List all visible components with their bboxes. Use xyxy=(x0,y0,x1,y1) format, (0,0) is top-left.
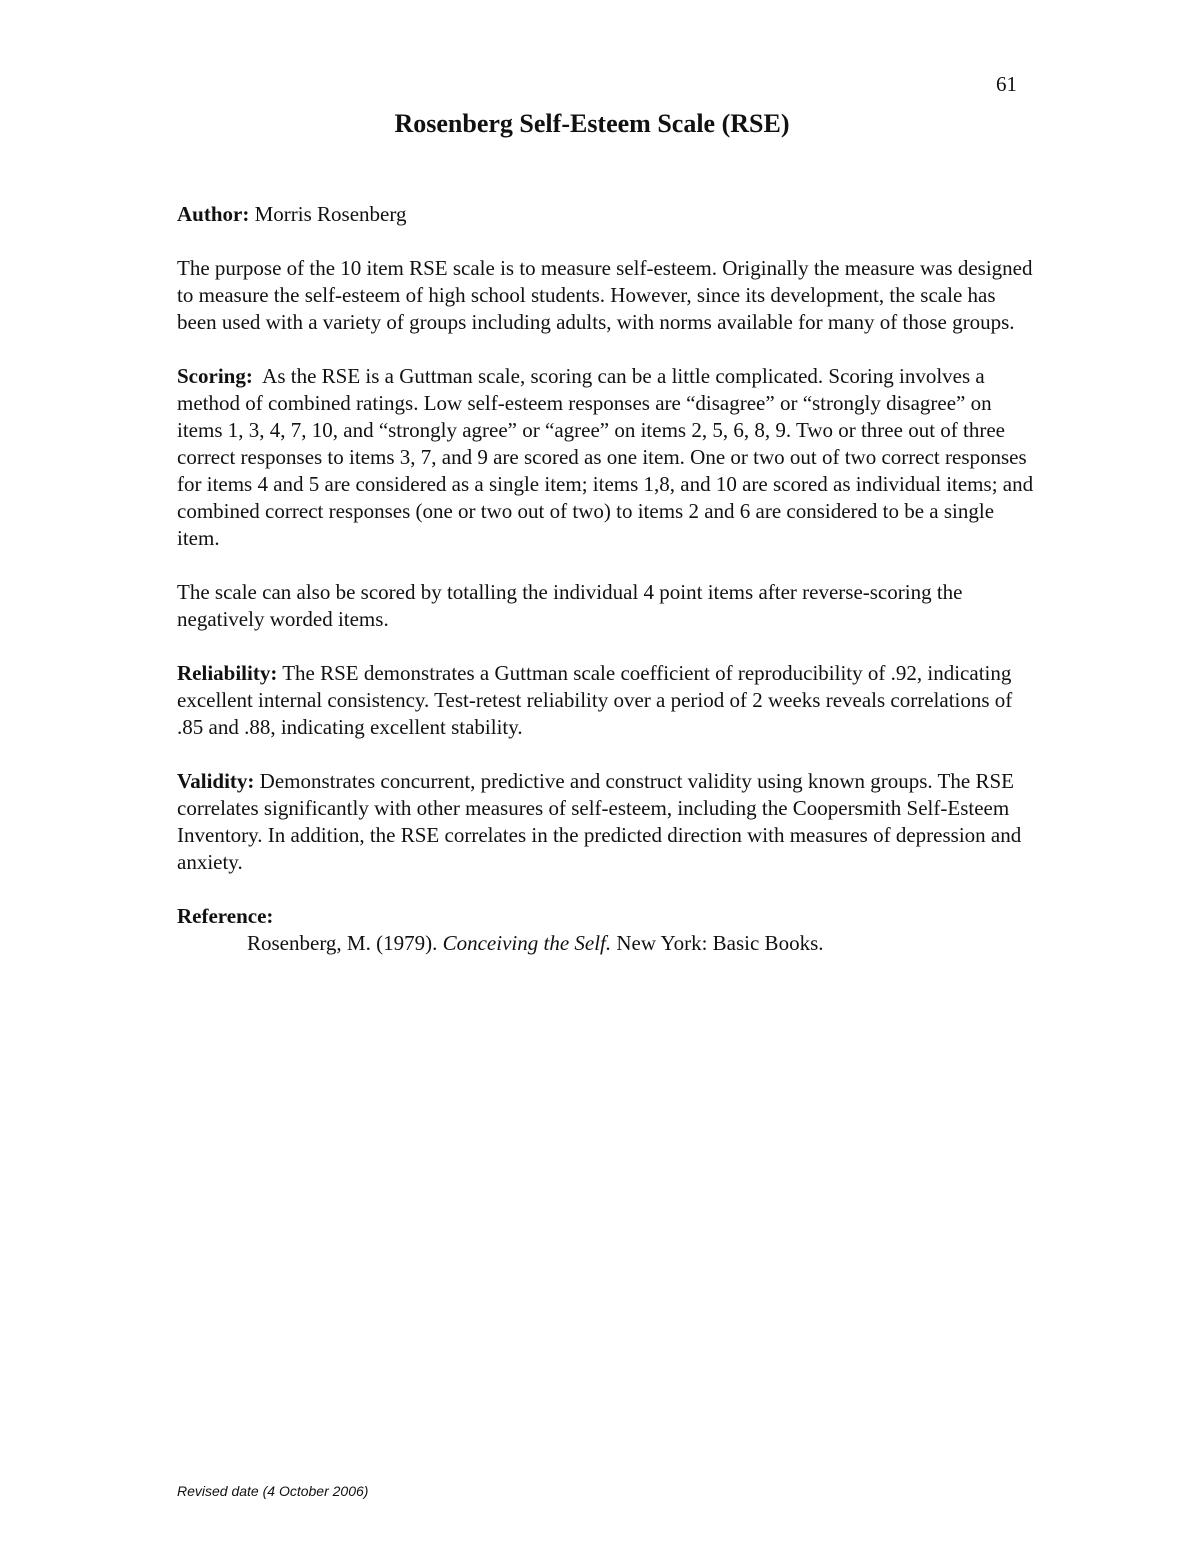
reference-heading: Reference: xyxy=(177,904,274,928)
document-body xyxy=(177,201,1037,957)
scoring-text: As the RSE is a Guttman scale, scoring can be a little complicated. Scoring involves a method of combined ratings. Low self-esteem responses are “disagree” or “strongly disagree” on items 1, 3, 4, 7, 10, and “strongly agree” or “agree” on items 2, 5, 6, 8, 9. Two or three out of three correct responses to items 3, 7, and 9 are scored as one item. One or two out of two correct responses for items 4 and 5 are considered as a single item; items 1,8, and 10 are scored as individual items; and combined correct responses (one or two out of two) to items 2 and 6 are considered to be a single item. xyxy=(177,364,1034,550)
reference-book-title: Conceiving the Self. xyxy=(442,931,612,955)
alt-scoring-paragraph: The scale can also be scored by totalling the individual 4 point items after reverse-scoring the negatively worded items. xyxy=(177,580,963,631)
reliability-label: Reliability: xyxy=(177,661,278,685)
validity-text: Demonstrates concurrent, predictive and construct validity using known groups. The RSE correlates significantly with other measures of self-esteem, including the Coopersmith Self-Esteem Inventory. In addition, the RSE correlates in the predicted direction with measures of depression and anxiety. xyxy=(177,769,1022,874)
reliability-text: The RSE demonstrates a Guttman scale coefficient of reproducibility of .92, indicating excellent internal consistency. Test-retest reliability over a period of 2 weeks reveals correlations of .85 and .88, indicating excellent stability. xyxy=(177,661,1013,739)
validity-paragraph xyxy=(177,768,1037,876)
reliability-paragraph xyxy=(177,660,1037,741)
purpose-paragraph: The purpose of the 10 item RSE scale is to measure self-esteem. Originally the measure was designed to measure the self-esteem of high school students. However, since its development, the scale has been used with a variety of groups including adults, with norms available for many of those groups. xyxy=(177,256,1033,334)
reference-author-year: Rosenberg, M. (1979). xyxy=(247,931,438,955)
author-paragraph xyxy=(177,201,1037,228)
scoring-paragraph xyxy=(177,363,1037,552)
revised-date-footer: Revised date (4 October 2006) xyxy=(177,1483,369,1499)
validity-label: Validity: xyxy=(177,769,255,793)
reference-entry xyxy=(177,930,1037,957)
page-number: 61 xyxy=(996,72,1017,96)
author-name: Morris Rosenberg xyxy=(254,202,407,226)
scoring-label: Scoring: xyxy=(177,364,253,388)
reference-publisher: New York: Basic Books. xyxy=(616,931,824,955)
page-title: Rosenberg Self-Esteem Scale (RSE) xyxy=(394,109,790,138)
author-label: Author: xyxy=(177,202,250,226)
